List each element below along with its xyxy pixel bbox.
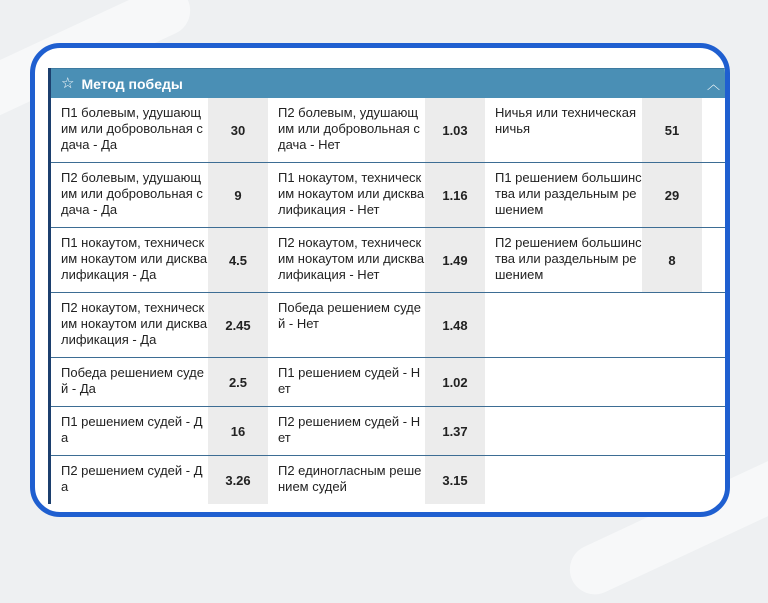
empty-cell <box>485 293 702 357</box>
odds-value[interactable]: 9 <box>208 163 268 227</box>
odds-value[interactable]: 51 <box>642 98 702 162</box>
odds-value[interactable]: 16 <box>208 407 268 455</box>
odds-value[interactable]: 1.03 <box>425 98 485 162</box>
outcome-name[interactable]: П2 решением судей - Да <box>61 463 203 494</box>
chevron-up-icon[interactable]: ︿ <box>706 77 720 92</box>
empty-cell <box>485 456 702 504</box>
outcome-name[interactable]: Ничья или техническая ничья <box>495 105 637 136</box>
outcome-name[interactable]: П2 решением большинства или раздельным решением <box>495 235 642 282</box>
odds-value[interactable]: 3.15 <box>425 456 485 504</box>
outcome-name[interactable]: П1 нокаутом, техническим нокаутом или дисквалификация - Да <box>61 235 208 282</box>
market-title: Метод победы <box>81 75 183 92</box>
odds-row <box>51 293 730 358</box>
outcome-name[interactable]: П2 нокаутом, техническим нокаутом или дисквалификация - Нет <box>278 235 425 282</box>
odds-grid <box>51 98 730 504</box>
odds-value[interactable]: 2.5 <box>208 358 268 406</box>
odds-row <box>51 358 730 407</box>
outcome-name[interactable]: П2 единогласным решением судей <box>278 463 422 494</box>
outcome-name[interactable]: П2 болевым, удушающим или добровольная сдача - Нет <box>278 105 420 152</box>
outcome-name[interactable]: П1 болевым, удушающим или добровольная сдача - Да <box>61 105 203 152</box>
odds-value[interactable]: 1.48 <box>425 293 485 357</box>
outcome-name[interactable]: П1 решением большинства или раздельным решением <box>495 170 642 217</box>
odds-row <box>51 407 730 456</box>
odds-value[interactable]: 1.16 <box>425 163 485 227</box>
outcome-name[interactable]: П1 решением судей - Да <box>61 414 203 445</box>
outcome-name[interactable]: Победа решением судей - Нет <box>278 300 421 331</box>
odds-value[interactable]: 2.45 <box>208 293 268 357</box>
odds-value[interactable]: 8 <box>642 228 702 292</box>
outcome-name[interactable]: П1 решением судей - Нет <box>278 365 421 396</box>
empty-cell <box>485 358 702 406</box>
odds-row <box>51 456 730 504</box>
empty-cell <box>485 407 702 455</box>
outcome-name[interactable]: П2 болевым, удушающим или добровольная сдача - Да <box>61 170 203 217</box>
odds-value[interactable]: 4.5 <box>208 228 268 292</box>
odds-value[interactable]: 1.49 <box>425 228 485 292</box>
outcome-name[interactable]: П1 нокаутом, техническим нокаутом или дисквалификация - Нет <box>278 170 425 217</box>
scrollbar[interactable] <box>729 168 730 308</box>
odds-value[interactable]: 1.02 <box>425 358 485 406</box>
highlight-frame <box>30 43 730 517</box>
odds-value[interactable]: 3.26 <box>208 456 268 504</box>
market-header[interactable] <box>51 68 730 98</box>
odds-row <box>51 228 730 293</box>
market-panel <box>48 68 730 504</box>
outcome-name[interactable]: П2 нокаутом, техническим нокаутом или дисквалификация - Да <box>61 300 208 347</box>
odds-value[interactable]: 30 <box>208 98 268 162</box>
odds-value[interactable]: 29 <box>642 163 702 227</box>
odds-row <box>51 163 730 228</box>
outcome-name[interactable]: Победа решением судей - Да <box>61 365 204 396</box>
star-outline-icon[interactable]: ☆ <box>61 75 75 92</box>
odds-row <box>51 98 730 163</box>
outcome-name[interactable]: П2 решением судей - Нет <box>278 414 421 445</box>
odds-value[interactable]: 1.37 <box>425 407 485 455</box>
